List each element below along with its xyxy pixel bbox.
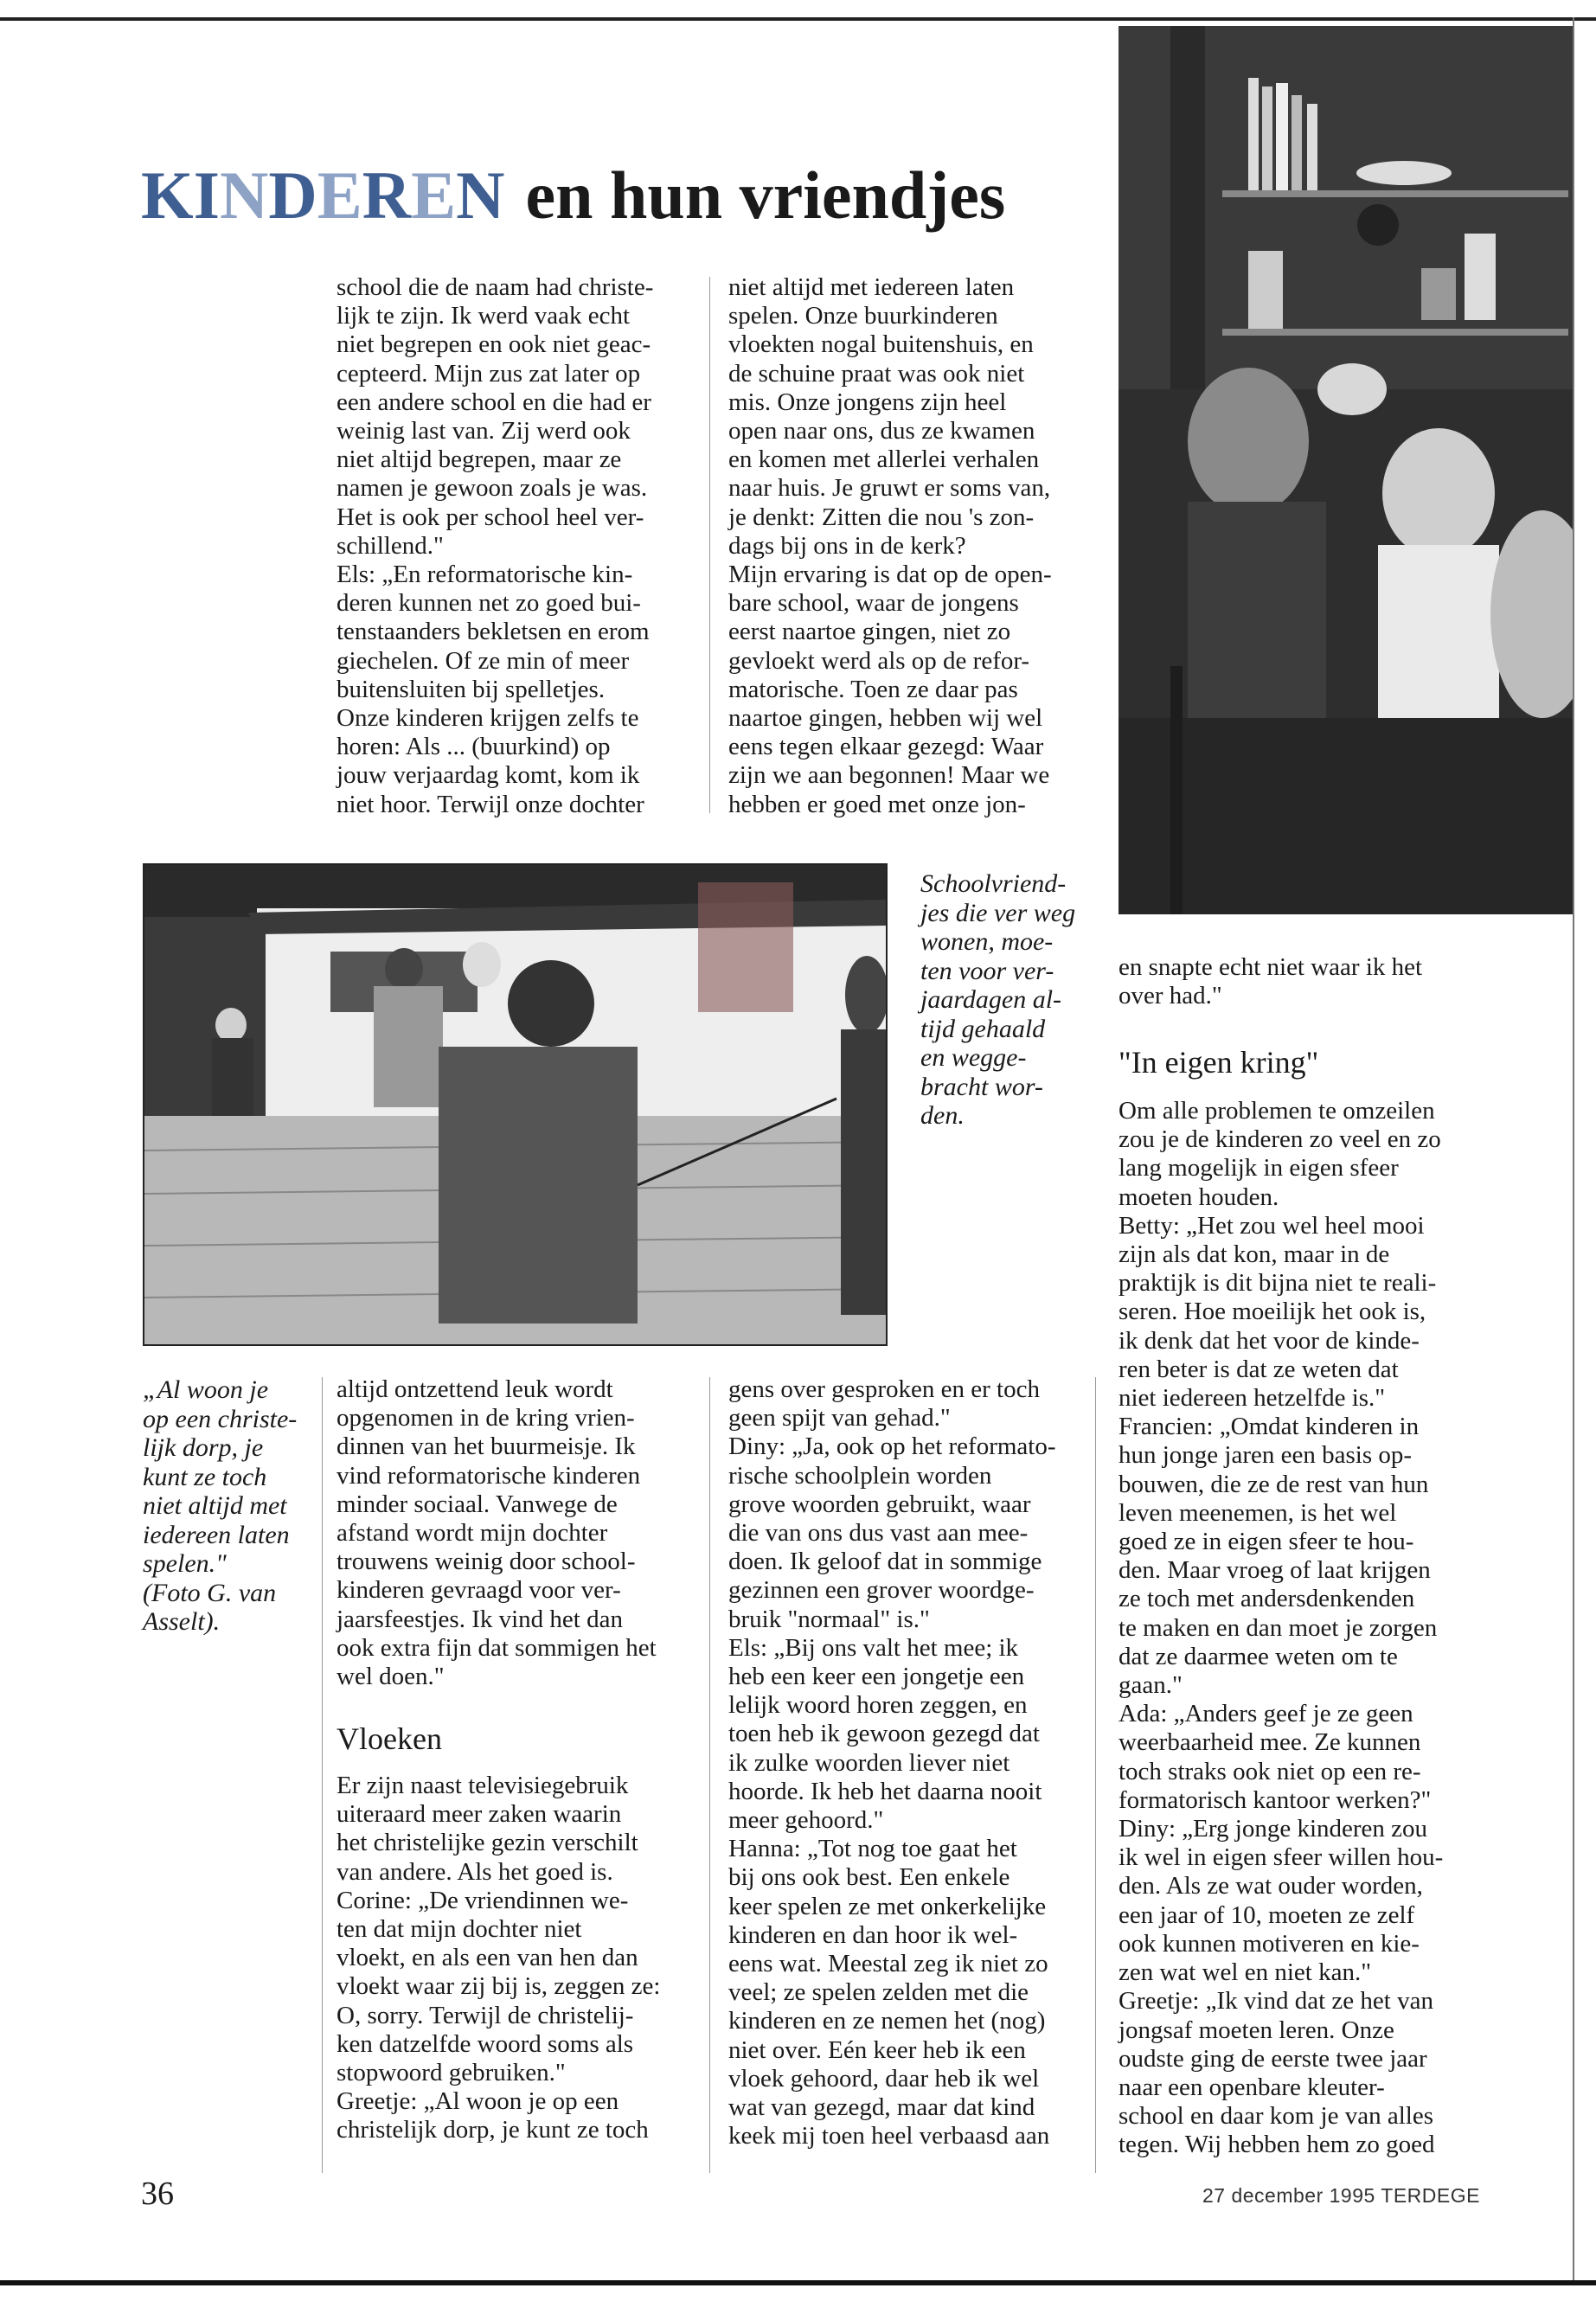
kitchen-photo [1118,26,1573,914]
kitchen-photo-image [1118,26,1573,914]
title-letters-5: R [362,157,412,233]
title-letters-3: D [268,157,317,233]
text-column-bottom-middle-lower: Er zijn naast televisiegebruik uiteraard meer zaken waarin het christelijke gezin verschilt van andere. Als het goed is. Corine: „De vriendinnen we- ten dat mijn dochter niet vloekt, en als een van hen dan vloekt waar zij bij is, zeggen ze: O, sorry. Terwijl de christelij- ken datzelfde woord soms als stopwoord gebruiken." Greetje: „Al woon je op een christelijk dorp, je kunt ze toch [337,1772,661,2144]
text-column-bottom-middle-upper: altijd ontzettend leuk wordt opgenomen in de kring vrien- dinnen van het buurmeisje. Ik vind reformatorische kinderen minder sociaal. Vanwege de afstand wordt mijn dochter trouwens weinig door school- kinderen gevraagd voor ver- jaarsfeestjes. Ik vind het dan ook extra fijn dat sommigen het wel doen." [337,1375,657,1691]
text-column-top-middle: niet altijd met iedereen laten spelen. Onze buurkinderen vloekten nogal buitenshuis, en de schuine praat was ook niet mis. Onze jongens zijn heel open naar ons, dus ze kwamen en komen met allerlei verhalen naar huis. Je gruwt er soms van, je denkt: Zitten die nou 's zon- dags bij ons in de kerk? Mijn ervaring is dat op de open- bare school, waar de jongens eerst naartoe gingen, niet zo gevloekt werd als op de refor- matorische. Toen ze daar pas naartoe gingen, hebben wij wel eens tegen elkaar gezegd: Waar zijn we aan begonnen! Maar we hebben er goed met onze jon- [728,273,1052,818]
column-rule-bottom-left [322,1377,323,2173]
heading-vloeken: Vloeken [337,1721,442,1756]
page-number: 36 [141,2176,174,2212]
text-column-far-right-main: Om alle problemen te omzeilen zou je de kinderen zo veel en zo lang mogelijk in eigen sfeer moeten houden. Betty: „Het zou wel heel mooi zijn als dat kon, maar in de praktijk is dit bijna niet te reali- seren. Hoe moeilijk het ook is, ik denk dat het voor de kinde- ren beter is dat ze weten dat niet iedereen hetzelfde is." Francien: „Omdat kinderen in hun jonge jaren een basis op- bouwen, die ze de rest van hun leven meenemen, is het wel goed ze in eigen sfeer te hou- den. Maar vroeg of laat krijgen ze toch met andersdenkenden te maken en dan moet je zorgen dat ze daarmee weten om te gaan." Ada: „Anders geef je ze geen weerbaarheid mee. Ze kunnen toch straks ook niet op een re- formatorisch kantoor werken?" Diny: „Erg jonge kinderen zou ik wel in eigen sfeer willen hou- den. Als ze wat ouder worden, een jaar of 10, moeten ze zelf ook kunnen motiveren en kie- zen wat wel en niet kan." Greetje: „Ik vind dat ze het van jongsaf moeten leren. Onze oudste ging de eerste twee jaar naar een openbare kleuter- school en daar kom je van alles tegen. Wij hebben hem zo goed [1118,1097,1444,2159]
schoolyard-photo [143,863,888,1346]
schoolyard-photo-caption: Schoolvriend- jes die ver weg wonen, moe- ten voor ver- jaardagen al- tijd gehaald en wegge- bracht wor- den. [920,869,1076,1130]
title-rest: en hun vriendjes [525,157,1006,233]
issue-line: 27 december 1995 TERDEGE [1202,2184,1480,2207]
schoolyard-photo-image [144,865,886,1344]
page-title [141,157,1006,233]
column-rule-top [709,277,710,813]
top-rule [0,17,1596,21]
bottom-rule [0,2280,1596,2285]
column-rule-bottom-middle [709,1377,710,2173]
text-column-bottom-right: gens over gesproken en er toch geen spijt van gehad." Diny: „Ja, ook op het reformato- rische schoolplein worden grove woorden gebruikt, waar die van ons dus vast aan mee- doen. Ik geloof dat in sommige gezinnen een grover woordge- bruik "normaal" is." Els: „Bij ons valt het mee; ik heb een keer een jongetje een lelijk woord horen zeggen, en toen heb ik gewoon gezegd dat ik zulke woorden liever niet hoorde. Ik heb het daarna nooit meer gehoord." Hanna: „Tot nog toe gaat het bij ons ook best. Een enkele keer spelen ze met onkerkelijke kinderen en dan hoor ik wel- eens wat. Meestal zeg ik niet zo veel; ze spelen zelden met die kinderen en ze nemen het (nog) niet over. Eén keer heb ik een vloek gehoord, daar heb ik wel wat van gezegd, maar dat kind keek mij toen heel verbaasd aan [728,1375,1056,2150]
title-letters-2: N [220,157,269,233]
quote-caption: „Al woon je op een christe- lijk dorp, je kunt ze toch niet altijd met iedereen laten spelen." (Foto G. van Asselt). [143,1375,298,1636]
title-letters-4: E [317,157,362,233]
heading-in-eigen-kring: "In eigen kring" [1118,1045,1319,1080]
title-letters-6: E [411,157,457,233]
text-column-top-left: school die de naam had christe- lijk te zijn. Ik werd vaak echt niet begrepen en ook niet geac- cepteerd. Mijn zus zat later op een andere school en die had er weinig last van. Zij werd ook niet altijd begrepen, maar ze namen je gewoon zoals je was. Het is ook per school heel ver- schillend." Els: „En reformatorische kin- deren kunnen net zo goed bui- tenstaanders bekletsen en erom giechelen. Of ze min of meer buitensluiten bij spelletjes. Onze kinderen krijgen zelfs te horen: Als ... (buurkind) op jouw verjaardag komt, kom ik niet hoor. Terwijl onze dochter [337,273,654,818]
right-edge-rule [1573,17,1574,2284]
column-rule-bottom-right [1095,1377,1096,2173]
title-letters-1: KI [141,157,221,233]
title-letters-7: N [456,157,505,233]
text-column-far-right-top: en snapte echt niet waar ik het over had." [1118,953,1423,1010]
